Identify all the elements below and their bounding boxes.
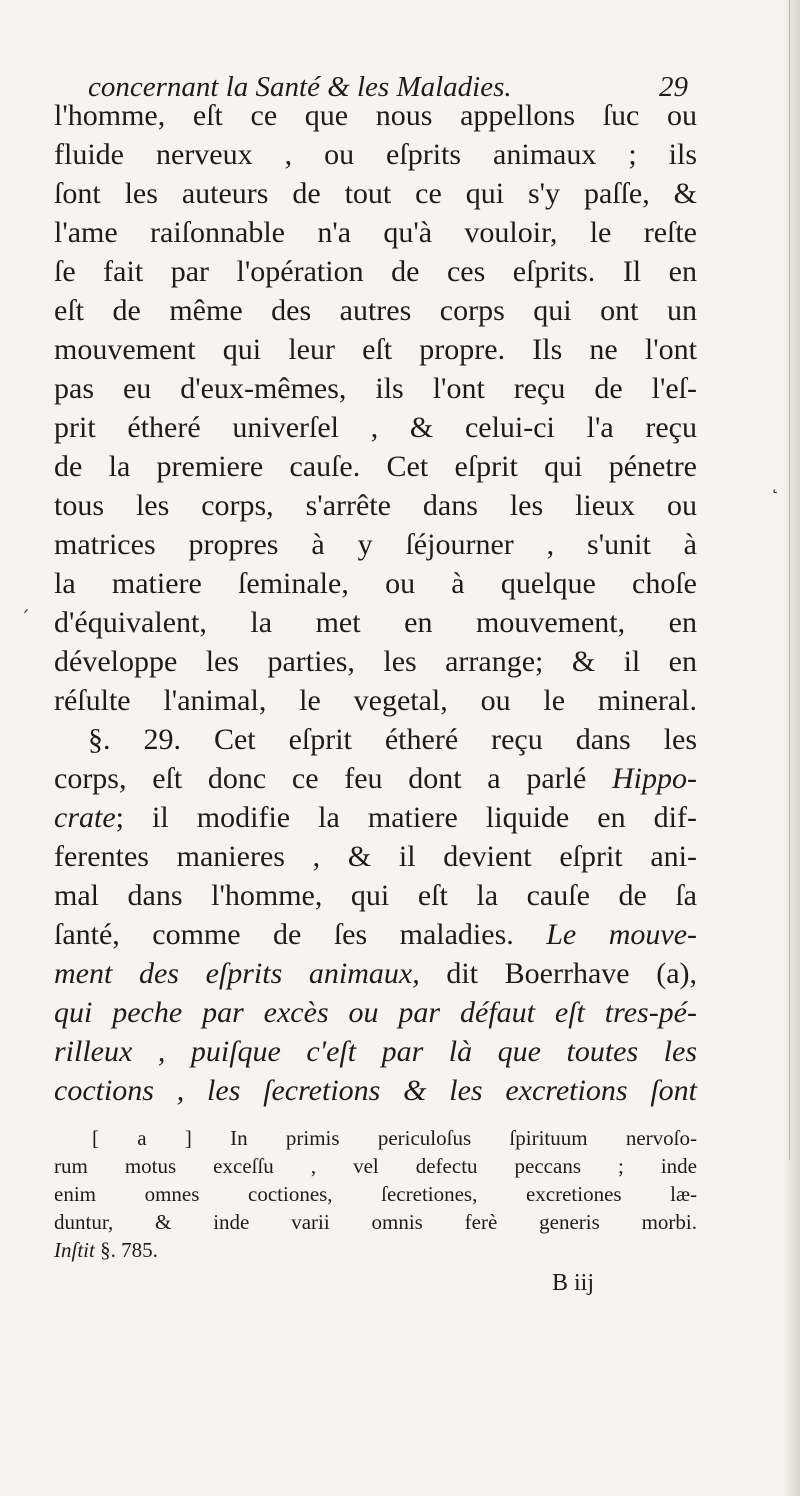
paragraph-start-line: §. 29. Cet eſprit étheré reçu dans les: [88, 723, 697, 756]
text-line: [54, 759, 697, 799]
italic-line: rilleux , puiſque c'eſt par là que toutes les: [54, 1035, 697, 1068]
text-line: prit étheré univerſel , & celui-ci l'a reçu: [54, 411, 697, 444]
footnote-section: §. 785.: [100, 1238, 158, 1262]
text-line: mouvement qui leur eſt propre. Ils ne l'ont: [54, 333, 697, 366]
text-line: fluide nerveux , ou eſprits animaux ; ils: [54, 138, 697, 171]
text-line: ferentes manieres , & il devient eſprit ani-: [54, 840, 697, 873]
text-line: ſe fait par l'opération de ces eſprits. Il en: [54, 255, 697, 288]
italic-line: coctions , les ſecretions & les excretions ſont: [54, 1074, 697, 1107]
footnote-line: duntur, & inde varii omnis ferè generis morbi.: [54, 1210, 697, 1234]
italic-quote: ment des eſprits animaux,: [54, 957, 420, 990]
footnote-citation: Inſtit: [54, 1238, 95, 1262]
text-line: l'homme, eſt ce que nous appellons ſuc ou: [54, 99, 697, 132]
text-line: matrices propres à y ſéjourner , s'unit à: [54, 528, 697, 561]
text-line: tous les corps, s'arrête dans les lieux ou: [54, 489, 697, 522]
italic-name: Hippo-: [612, 762, 698, 795]
text-run: ; il modifie la matiere liquide en dif-: [115, 801, 697, 834]
text-line: la matiere ſeminale, ou à quelque choſe: [54, 567, 697, 600]
footnote-line: [54, 1236, 697, 1264]
page-number: 29: [659, 71, 688, 103]
text-line: l'ame raiſonnable n'a qu'à vouloir, le reſte: [54, 216, 697, 249]
text-line: pas eu d'eux-mêmes, ils l'ont reçu de l'eſ-: [54, 372, 697, 405]
text-line: mal dans l'homme, qui eſt la cauſe de ſa: [54, 879, 697, 912]
signature-mark: B iij: [552, 1270, 595, 1296]
text-line: de la premiere cauſe. Cet eſprit qui pénetre: [54, 450, 697, 483]
text-line: [54, 915, 697, 955]
text-run: corps, eſt donc ce feu dont a parlé: [54, 762, 587, 795]
text-run: dit Boerrhave (a),: [446, 957, 698, 990]
footnote-line: rum motus exceſſu , vel defectu peccans ; inde: [54, 1154, 697, 1178]
text-line: ſont les auteurs de tout ce qui s'y paſſe, &: [54, 177, 697, 210]
italic-quote: Le mouve-: [546, 918, 698, 951]
running-title: concernant la Santé & les Maladies.: [88, 71, 512, 103]
text-line: eſt de même des autres corps qui ont un: [54, 294, 697, 327]
text-line: [54, 954, 697, 994]
margin-mark: ˊ: [20, 606, 30, 630]
italic-name: crate: [54, 801, 116, 834]
text-line: réſulte l'animal, le vegetal, ou le mineral.: [54, 684, 697, 717]
text-line: d'équivalent, la met en mouvement, en: [54, 606, 697, 639]
text-line: développe les parties, les arrange; & il en: [54, 645, 697, 678]
italic-line: qui peche par excès ou par défaut eſt tres-pé-: [54, 996, 697, 1029]
margin-mark: ˛: [770, 470, 780, 494]
text-run: ſanté, comme de ſes maladies.: [54, 918, 514, 951]
footnote-line: [ a ] In primis periculoſus ſpirituum nervoſo-: [92, 1126, 697, 1150]
text-line: [54, 798, 697, 838]
footnote-line: enim omnes coctiones, ſecretiones, excretiones læ-: [54, 1182, 697, 1206]
